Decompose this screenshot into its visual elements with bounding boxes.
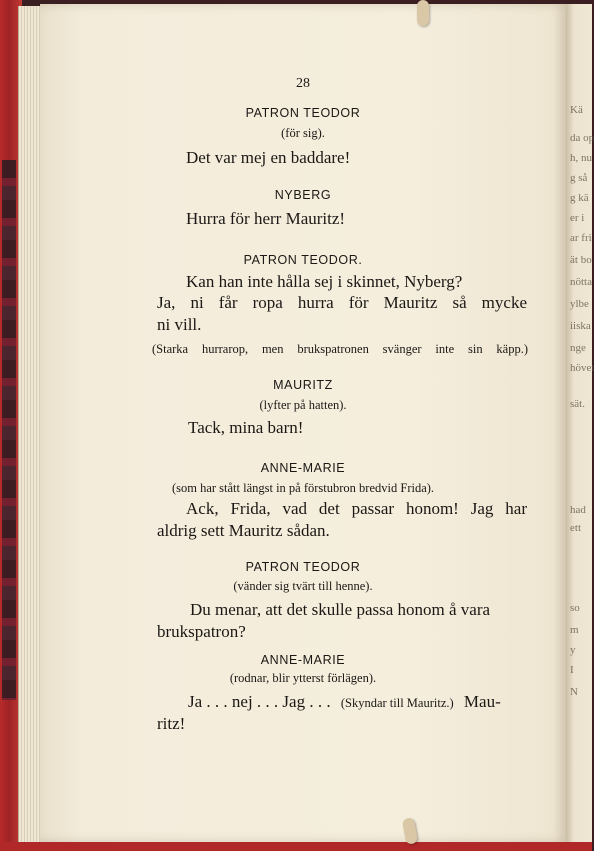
speaker-name: PATRON TEODOR. — [243, 253, 363, 267]
stage-direction-inline: (Skyndar till Mauritz.) — [340, 696, 454, 710]
stage-direction: (rodnar, blir ytterst förlägen). — [229, 671, 377, 685]
bleed-text: nötta — [570, 276, 592, 288]
bleed-text: N — [570, 686, 578, 698]
page-content — [40, 4, 566, 842]
dialogue-text: Mau- — [463, 692, 501, 711]
dialogue-line: aldrig sett Mauritz sådan. — [157, 521, 330, 540]
bleed-text: ylbe — [570, 298, 589, 310]
stage-direction: (för sig). — [281, 126, 325, 140]
book-cover-bottom — [0, 842, 592, 851]
next-page-edge — [566, 4, 592, 842]
bleed-text: er i — [570, 212, 585, 224]
speaker-name: PATRON TEODOR — [245, 560, 361, 574]
dialogue-line: Det var mej en baddare! — [186, 148, 351, 167]
speaker-name: ANNE-MARIE — [260, 653, 346, 667]
bleed-text: ar fri — [570, 232, 592, 244]
stage-direction: (vänder sig tvärt till henne). — [233, 579, 373, 593]
bleed-text: had — [570, 504, 586, 516]
dialogue-line: Du menar, att det skulle passa honom å vara — [190, 600, 491, 619]
bleed-text: da op — [570, 132, 594, 144]
speaker-name: NYBERG — [274, 188, 332, 202]
bleed-text: iiska — [570, 320, 591, 332]
dialogue-line: ni vill. — [157, 315, 202, 334]
bleed-text: hövet — [570, 362, 594, 374]
speaker-name: PATRON TEODOR — [245, 106, 361, 120]
speaker-name: ANNE-MARIE — [260, 461, 346, 475]
bookmark-ribbon-top — [417, 0, 429, 26]
dialogue-line: Kan han inte hålla sej i skinnet, Nyberg? — [186, 272, 463, 291]
bleed-text: g kä — [570, 192, 589, 204]
bleed-text: y — [570, 644, 576, 656]
dialogue-line — [188, 692, 501, 712]
dialogue-text: Ja . . . nej . . . Jag . . . — [188, 692, 331, 711]
stage-direction: (lyfter på hatten). — [259, 398, 347, 412]
dialogue-line: Ack, Frida, vad det passar honom! Jag har — [186, 499, 527, 518]
stage-direction: (som har stått längst in på förstubron bredvid Frida). — [171, 481, 435, 495]
speaker-name: MAURITZ — [273, 378, 333, 392]
bleed-text: g så — [570, 172, 588, 184]
bleed-text: ät bo — [570, 254, 592, 266]
bleed-text: h, nu — [570, 152, 592, 164]
bleed-text: m — [570, 624, 579, 636]
page-number: 28 — [296, 76, 310, 91]
bleed-text: nge — [570, 342, 586, 354]
dialogue-line: Ja, ni får ropa hurra för Mauritz så mycke — [157, 293, 527, 312]
bleed-text: Kä — [570, 104, 583, 116]
dialogue-line: ritz! — [157, 714, 186, 733]
stage-direction: (Starka hurrarop, men brukspatronen svänger inte sin käpp.) — [152, 342, 528, 356]
bleed-text: sät. — [570, 398, 585, 410]
bleed-text: ett — [570, 522, 581, 534]
bleed-text: I — [570, 664, 574, 676]
book-page — [40, 4, 566, 842]
dialogue-line: Hurra för herr Mauritz! — [186, 209, 346, 228]
bleed-text: so — [570, 602, 580, 614]
dialogue-line: Tack, mina barn! — [188, 418, 304, 437]
dialogue-line: brukspatron? — [157, 622, 246, 641]
